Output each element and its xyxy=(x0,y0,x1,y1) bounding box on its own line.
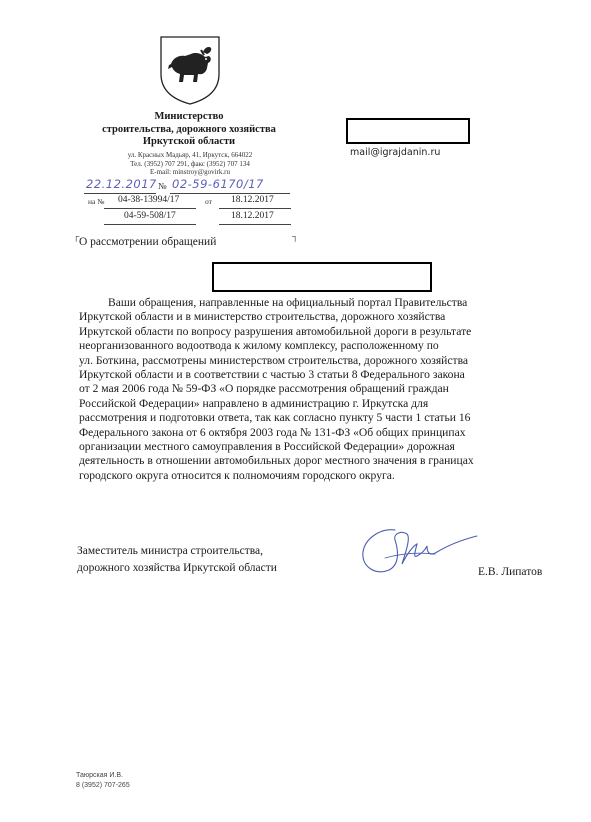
ministry-name xyxy=(70,111,308,149)
redacted-recipient-name xyxy=(346,118,470,144)
subject-corner-right: ┐ xyxy=(292,231,299,241)
body-line: Ваши обращения, направленные на официальный портал Правительства xyxy=(108,296,468,309)
ref1-date: 18.12.2017 xyxy=(231,195,274,205)
ref1-number-underline xyxy=(104,208,196,209)
number-underline xyxy=(170,193,290,194)
body-line: городского округа относится к полномочиям городского округа. xyxy=(79,468,395,482)
body-line: ул. Боткина, рассмотрены министерством строительства, дорожного хозяйства xyxy=(79,353,469,367)
letter-body xyxy=(79,296,561,483)
executor-info xyxy=(76,771,130,790)
ministry-line: Министерство xyxy=(154,111,224,122)
ref1-number: 04-38-13994/17 xyxy=(118,195,180,205)
ref1-date-underline xyxy=(219,208,291,209)
body-line: Российской Федерации» направлено в администрацию г. Иркутска для xyxy=(79,396,429,410)
redacted-salutation xyxy=(212,262,432,292)
subject-corner-left: ┌ xyxy=(73,231,80,241)
body-paragraph xyxy=(79,296,561,483)
ministry-address: ул. Красных Мадьяр, 41, Иркутск, 664022 xyxy=(127,151,253,159)
body-line: Иркутской области и в соответствии с частью 3 статьи 8 Федерального закона xyxy=(79,368,465,382)
ref2-number-underline xyxy=(104,224,196,225)
ref2-number: 04-59-508/17 xyxy=(124,211,176,221)
ministry-line: Иркутской области xyxy=(142,136,236,147)
ministry-phone: Тел. (3952) 707 291, факс (3952) 707 134 xyxy=(130,159,250,168)
ministry-email: E-mail: minstroy@govirk.ru xyxy=(150,168,230,176)
body-line: Иркутской области по вопросу разрушения автомобильной дороги в результате xyxy=(79,324,472,338)
signatory-title xyxy=(77,543,277,577)
ref-label: на № xyxy=(88,197,105,206)
ref2-date-underline xyxy=(219,224,291,225)
recipient-email: mail@igrajdanin.ru xyxy=(350,147,441,158)
date-underline xyxy=(84,193,156,194)
registration-number: 02-59-6170/17 xyxy=(172,177,264,191)
registration-date: 22.12.2017 xyxy=(86,177,157,191)
executor-phone: 8 (3952) 707-265 xyxy=(76,781,130,789)
ref2-date: 18.12.2017 xyxy=(231,211,274,221)
ministry-contacts xyxy=(90,151,290,177)
signatory-name: Е.В. Липатов xyxy=(478,566,543,578)
coat-of-arms-icon xyxy=(157,34,223,106)
body-line: рассмотрения и подготовки ответа, так как согласно пункту 5 части 1 статьи 16 xyxy=(79,411,471,425)
body-line: Федерального закона от 6 октября 2003 года № 131-ФЗ «Об общих принципах xyxy=(79,425,466,439)
body-line: Иркутской области и в министерство строительства, дорожного хозяйства xyxy=(79,310,446,324)
body-line: неорганизованного водоотвода к жилому комплексу, расположенному по xyxy=(79,339,439,353)
body-line: от 2 мая 2006 года № 59-ФЗ «О порядке рассмотрения обращений граждан xyxy=(79,382,449,396)
executor-name: Таюрская И.В. xyxy=(76,772,123,779)
ministry-line: строительства, дорожного хозяйства xyxy=(102,123,276,135)
body-line: организации местного самоуправления в Российской Федерации» дорожная xyxy=(79,440,455,454)
signatory-title-line: дорожного хозяйства Иркутской области xyxy=(77,562,277,574)
signatory-title-line: Заместитель министра строительства, xyxy=(77,545,263,557)
body-line: деятельность в отношении автомобильных дорог местного значения в границах xyxy=(79,454,474,468)
ref-from-label: от xyxy=(205,197,212,206)
registration-number-mark: № xyxy=(158,181,167,191)
handwritten-signature xyxy=(355,524,480,580)
subject-line: О рассмотрении обращений xyxy=(79,236,217,248)
